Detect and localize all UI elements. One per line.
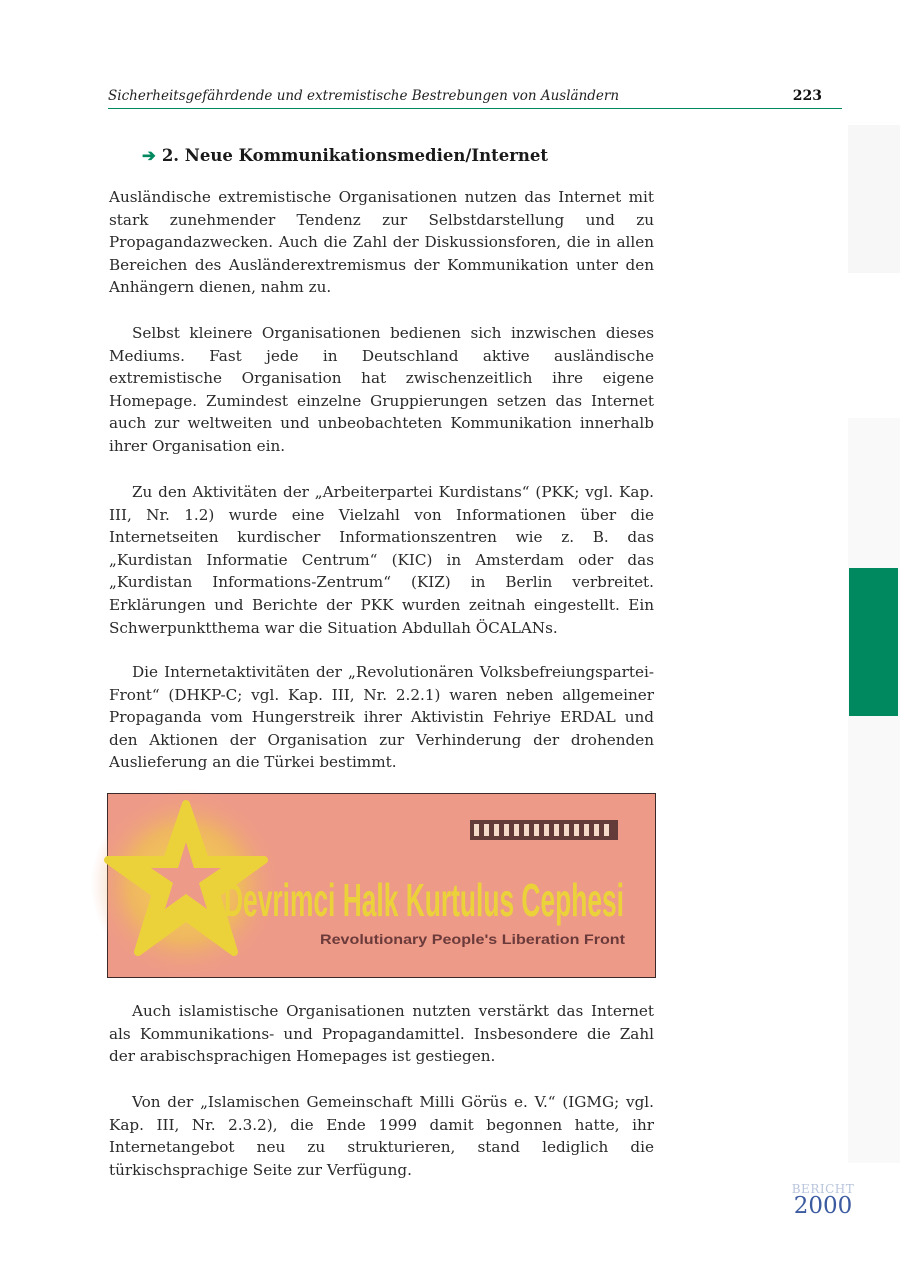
bericht-2000-logo (787, 1183, 859, 1217)
section-heading (142, 146, 548, 165)
paragraph-1: Ausländische extremistische Organisationen nutzen das Internet mit stark zunehmender Tendenz zur Selbstdarstellung und zu Propagandazwecken. Auch die Zahl der Diskussionsforen, die in allen Bereichen des Ausländerextremismus der Kommunikation unter den Anhängern dienen, nahm zu. (109, 188, 654, 297)
paragraph-5: Auch islamistische Organisationen nutzten verstärkt das Internet als Kommunikations- und Propagandamittel. Insbesondere die Zahl der arabischsprachigen Homepages ist gestiegen. (109, 1002, 654, 1066)
running-header (108, 86, 842, 109)
logo-small-text: BERICHT (791, 1182, 855, 1196)
paragraph-6: Von der „Islamischen Gemeinschaft Milli Görüs e. V.“ (IGMG; vgl. Kap. III, Nr. 2.3.2), die Ende 1999 damit begonnen hatte, ihr Internetangebot neu zu strukturieren, stand lediglich die türkischsprachige Seite zur Verfügung. (109, 1093, 654, 1179)
margin-tint-top (848, 125, 900, 273)
organization-emblem (470, 820, 618, 840)
banner-graphic (108, 794, 655, 977)
banner-title: Devrimci Halk Kurtulus Cephesi (224, 874, 624, 926)
chapter-tab-marker (849, 568, 898, 716)
page-number: 223 (792, 88, 822, 104)
logo-big-text: 2000 (793, 1193, 853, 1219)
section-title: 2. Neue Kommunikationsmedien/Internet (161, 146, 549, 165)
paragraph-4: Die Internetaktivitäten der „Revolutionären Volksbefreiungspartei-Front“ (DHKP-C; vgl. Kap. III, Nr. 2.2.1) waren neben allgemeiner Propaganda vom Hungerstreik ihrer Aktivistin Fehriye ERDAL und den Aktionen der Organisation zur Verhinderung der drohenden Auslieferung an die Türkei bestimmt. (109, 663, 654, 772)
paragraph-3: Zu den Aktivitäten der „Arbeiterpartei Kurdistans“ (PKK; vgl. Kap. III, Nr. 1.2) wurde eine Vielzahl von Informationen über die Internetseiten kurdischer Informationszentren wie z. B. das „Kurdistan Informatie Centrum“ (KIC) in Amsterdam oder das „Kurdistan Informations-Zentrum“ (KIZ) in Berlin verbreitet. Erklärungen und Berichte der PKK wurden zeitnah eingestellt. Ein Schwerpunktthema war die Situation Abdullah ÖCALANs. (109, 483, 654, 637)
paragraph-2: Selbst kleinere Organisationen bedienen sich inzwischen dieses Mediums. Fast jede in Deutschland aktive ausländische extremistische Organisation hat zwischenzeitlich ihre eigene Homepage. Zumindest einzelne Gruppierungen setzen das Internet auch zur weltweiten und unbeobachteten Kommunikation innerhalb ihrer Organisation ein. (109, 324, 654, 455)
dhkp-c-banner-image (107, 793, 656, 978)
margin-tint-middle (848, 418, 900, 1163)
running-title: Sicherheitsgefährdende und extremistische Bestrebungen von Ausländern (108, 88, 620, 104)
banner-subtitle: Revolutionary People's Liberation Front (320, 931, 626, 947)
arrow-icon: ➔ (142, 146, 156, 165)
